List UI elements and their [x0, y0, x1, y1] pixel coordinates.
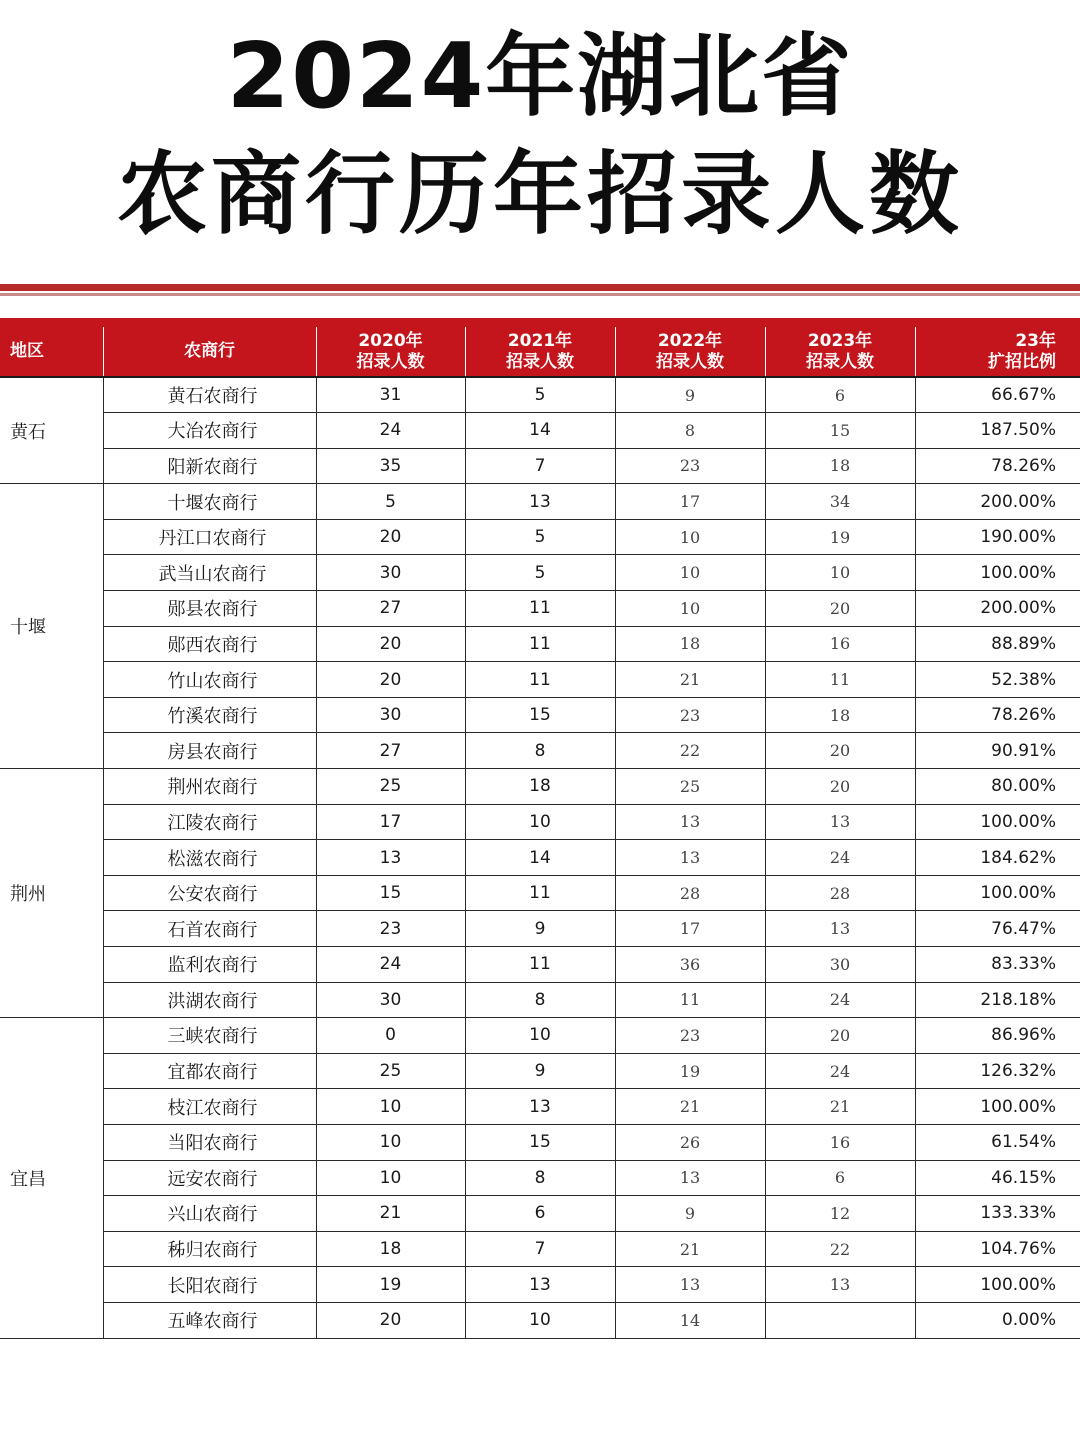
recruits-2023-cell: 30 — [765, 947, 915, 983]
recruits-2023-cell — [765, 1302, 915, 1338]
recruits-2020-cell: 10 — [316, 1160, 465, 1196]
recruits-2021-cell: 14 — [465, 840, 615, 876]
table-row — [0, 1089, 1080, 1125]
table-row — [0, 769, 1080, 805]
recruits-2023-cell: 22 — [765, 1231, 915, 1267]
expansion-ratio-cell: 100.00% — [915, 875, 1080, 911]
recruits-2022-cell: 13 — [615, 1267, 765, 1303]
recruits-2020-cell: 27 — [316, 591, 465, 627]
recruits-2022-cell: 19 — [615, 1053, 765, 1089]
recruits-2021-cell: 10 — [465, 804, 615, 840]
recruits-2021-cell: 11 — [465, 591, 615, 627]
recruits-2021-cell: 5 — [465, 377, 615, 413]
recruits-2022-cell: 25 — [615, 769, 765, 805]
recruits-2020-cell: 10 — [316, 1089, 465, 1125]
recruits-2022-cell: 13 — [615, 1160, 765, 1196]
bank-name-cell: 公安农商行 — [103, 875, 316, 911]
expansion-ratio-cell: 133.33% — [915, 1196, 1080, 1232]
expansion-ratio-cell: 190.00% — [915, 519, 1080, 555]
bank-name-cell: 秭归农商行 — [103, 1231, 316, 1267]
recruits-2022-cell: 18 — [615, 626, 765, 662]
bank-name-cell: 竹溪农商行 — [103, 697, 316, 733]
recruits-2022-cell: 10 — [615, 591, 765, 627]
recruits-2023-cell: 24 — [765, 840, 915, 876]
expansion-ratio-cell: 88.89% — [915, 626, 1080, 662]
recruits-2022-cell: 21 — [615, 662, 765, 698]
expansion-ratio-cell: 187.50% — [915, 413, 1080, 449]
recruits-2020-cell: 10 — [316, 1124, 465, 1160]
recruitment-table — [0, 327, 1080, 1339]
table-header — [0, 327, 1080, 377]
expansion-ratio-cell: 200.00% — [915, 591, 1080, 627]
recruits-2020-cell: 20 — [316, 1302, 465, 1338]
recruits-2020-cell: 24 — [316, 413, 465, 449]
recruits-2022-cell: 36 — [615, 947, 765, 983]
recruits-2020-cell: 13 — [316, 840, 465, 876]
table-row — [0, 555, 1080, 591]
recruits-2021-cell: 11 — [465, 626, 615, 662]
recruits-2021-cell: 14 — [465, 413, 615, 449]
recruits-2022-cell: 10 — [615, 555, 765, 591]
table-row — [0, 1231, 1080, 1267]
table-body — [0, 377, 1080, 1338]
recruits-2022-cell: 23 — [615, 697, 765, 733]
recruits-2020-cell: 15 — [316, 875, 465, 911]
expansion-ratio-cell: 86.96% — [915, 1018, 1080, 1054]
table-row — [0, 1053, 1080, 1089]
table-row — [0, 840, 1080, 876]
recruits-2023-cell: 20 — [765, 769, 915, 805]
recruits-2020-cell: 21 — [316, 1196, 465, 1232]
recruits-2023-cell: 11 — [765, 662, 915, 698]
recruits-2021-cell: 15 — [465, 1124, 615, 1160]
recruits-2023-cell: 6 — [765, 377, 915, 413]
bank-name-cell: 郧西农商行 — [103, 626, 316, 662]
bank-name-cell: 石首农商行 — [103, 911, 316, 947]
recruits-2023-cell: 20 — [765, 591, 915, 627]
table-row — [0, 662, 1080, 698]
recruits-2022-cell: 9 — [615, 377, 765, 413]
bank-name-cell: 三峡农商行 — [103, 1018, 316, 1054]
expansion-ratio-cell: 83.33% — [915, 947, 1080, 983]
table-row — [0, 626, 1080, 662]
expansion-ratio-cell: 184.62% — [915, 840, 1080, 876]
column-header-region: 地区 — [0, 327, 103, 377]
recruits-2022-cell: 28 — [615, 875, 765, 911]
bank-name-cell: 房县农商行 — [103, 733, 316, 769]
bank-name-cell: 阳新农商行 — [103, 448, 316, 484]
bank-name-cell: 武当山农商行 — [103, 555, 316, 591]
recruits-2023-cell: 13 — [765, 911, 915, 947]
bank-name-cell: 丹江口农商行 — [103, 519, 316, 555]
recruits-2021-cell: 9 — [465, 911, 615, 947]
table-row — [0, 697, 1080, 733]
recruits-2023-cell: 18 — [765, 448, 915, 484]
table-row — [0, 982, 1080, 1018]
recruits-2020-cell: 23 — [316, 911, 465, 947]
recruits-2020-cell: 5 — [316, 484, 465, 520]
header-divider-bar — [0, 284, 1080, 291]
expansion-ratio-cell: 126.32% — [915, 1053, 1080, 1089]
bank-name-cell: 监利农商行 — [103, 947, 316, 983]
table-row — [0, 377, 1080, 413]
recruits-2021-cell: 8 — [465, 982, 615, 1018]
recruits-2020-cell: 24 — [316, 947, 465, 983]
recruits-2020-cell: 30 — [316, 982, 465, 1018]
recruits-2021-cell: 6 — [465, 1196, 615, 1232]
recruits-2022-cell: 17 — [615, 911, 765, 947]
bank-name-cell: 宜都农商行 — [103, 1053, 316, 1089]
table-row — [0, 519, 1080, 555]
recruits-2021-cell: 9 — [465, 1053, 615, 1089]
recruits-2023-cell: 20 — [765, 733, 915, 769]
region-cell: 黄石 — [0, 377, 103, 484]
table-row — [0, 1160, 1080, 1196]
header-row — [0, 327, 1080, 377]
table-row — [0, 1018, 1080, 1054]
expansion-ratio-cell: 100.00% — [915, 1089, 1080, 1125]
recruits-2023-cell: 24 — [765, 982, 915, 1018]
recruits-2020-cell: 35 — [316, 448, 465, 484]
recruits-2022-cell: 21 — [615, 1089, 765, 1125]
page-title: 2024年湖北省 — [226, 24, 854, 129]
recruits-2022-cell: 21 — [615, 1231, 765, 1267]
recruits-2022-cell: 8 — [615, 413, 765, 449]
recruits-2020-cell: 30 — [316, 555, 465, 591]
recruits-2021-cell: 5 — [465, 519, 615, 555]
recruits-2023-cell: 28 — [765, 875, 915, 911]
expansion-ratio-cell: 61.54% — [915, 1124, 1080, 1160]
table-row — [0, 1196, 1080, 1232]
bank-name-cell: 五峰农商行 — [103, 1302, 316, 1338]
recruits-2022-cell: 17 — [615, 484, 765, 520]
recruits-2020-cell: 17 — [316, 804, 465, 840]
recruits-2022-cell: 11 — [615, 982, 765, 1018]
column-header-expansion-ratio: 23年 扩招比例 — [915, 327, 1080, 377]
column-header-2020: 2020年 招录人数 — [316, 327, 465, 377]
bank-name-cell: 松滋农商行 — [103, 840, 316, 876]
recruits-2021-cell: 13 — [465, 1089, 615, 1125]
recruits-2020-cell: 31 — [316, 377, 465, 413]
bank-name-cell: 大冶农商行 — [103, 413, 316, 449]
recruits-2023-cell: 13 — [765, 804, 915, 840]
recruits-2023-cell: 20 — [765, 1018, 915, 1054]
recruits-2022-cell: 23 — [615, 1018, 765, 1054]
recruits-2023-cell: 10 — [765, 555, 915, 591]
expansion-ratio-cell: 218.18% — [915, 982, 1080, 1018]
recruits-2021-cell: 13 — [465, 1267, 615, 1303]
recruits-2020-cell: 18 — [316, 1231, 465, 1267]
recruits-2020-cell: 25 — [316, 1053, 465, 1089]
expansion-ratio-cell: 78.26% — [915, 697, 1080, 733]
bank-name-cell: 枝江农商行 — [103, 1089, 316, 1125]
bank-name-cell: 江陵农商行 — [103, 804, 316, 840]
bank-name-cell: 郧县农商行 — [103, 591, 316, 627]
expansion-ratio-cell: 80.00% — [915, 769, 1080, 805]
table-row — [0, 413, 1080, 449]
table-row — [0, 484, 1080, 520]
recruits-2021-cell: 18 — [465, 769, 615, 805]
bank-name-cell: 兴山农商行 — [103, 1196, 316, 1232]
recruits-2023-cell: 16 — [765, 626, 915, 662]
region-cell: 荆州 — [0, 769, 103, 1018]
recruits-2021-cell: 15 — [465, 697, 615, 733]
expansion-ratio-cell: 200.00% — [915, 484, 1080, 520]
recruits-2023-cell: 12 — [765, 1196, 915, 1232]
recruits-2022-cell: 13 — [615, 804, 765, 840]
recruits-2020-cell: 30 — [316, 697, 465, 733]
table-row — [0, 733, 1080, 769]
recruits-2023-cell: 24 — [765, 1053, 915, 1089]
expansion-ratio-cell: 90.91% — [915, 733, 1080, 769]
recruits-2020-cell: 19 — [316, 1267, 465, 1303]
recruits-2020-cell: 0 — [316, 1018, 465, 1054]
expansion-ratio-cell: 46.15% — [915, 1160, 1080, 1196]
recruits-2021-cell: 11 — [465, 947, 615, 983]
bank-name-cell: 竹山农商行 — [103, 662, 316, 698]
recruits-2020-cell: 20 — [316, 519, 465, 555]
recruits-2023-cell: 19 — [765, 519, 915, 555]
recruits-2020-cell: 25 — [316, 769, 465, 805]
recruits-2022-cell: 22 — [615, 733, 765, 769]
expansion-ratio-cell: 104.76% — [915, 1231, 1080, 1267]
expansion-ratio-cell: 52.38% — [915, 662, 1080, 698]
table-row — [0, 911, 1080, 947]
table-row — [0, 1302, 1080, 1338]
recruits-2020-cell: 20 — [316, 662, 465, 698]
recruits-2021-cell: 10 — [465, 1018, 615, 1054]
expansion-ratio-cell: 0.00% — [915, 1302, 1080, 1338]
region-cell: 宜昌 — [0, 1018, 103, 1338]
header-divider-line — [0, 293, 1080, 296]
table-row — [0, 448, 1080, 484]
bank-name-cell: 十堰农商行 — [103, 484, 316, 520]
expansion-ratio-cell: 76.47% — [915, 911, 1080, 947]
recruits-2023-cell: 15 — [765, 413, 915, 449]
bank-name-cell: 黄石农商行 — [103, 377, 316, 413]
region-cell: 十堰 — [0, 484, 103, 769]
bank-name-cell: 荆州农商行 — [103, 769, 316, 805]
table-row — [0, 875, 1080, 911]
recruits-2022-cell: 9 — [615, 1196, 765, 1232]
recruits-2023-cell: 6 — [765, 1160, 915, 1196]
recruits-2022-cell: 14 — [615, 1302, 765, 1338]
recruits-2022-cell: 23 — [615, 448, 765, 484]
recruits-2023-cell: 21 — [765, 1089, 915, 1125]
recruits-2021-cell: 11 — [465, 662, 615, 698]
recruits-2021-cell: 11 — [465, 875, 615, 911]
recruits-2023-cell: 34 — [765, 484, 915, 520]
table-row — [0, 1124, 1080, 1160]
recruits-2022-cell: 26 — [615, 1124, 765, 1160]
bank-name-cell: 当阳农商行 — [103, 1124, 316, 1160]
recruits-2023-cell: 16 — [765, 1124, 915, 1160]
column-header-2022: 2022年 招录人数 — [615, 327, 765, 377]
bank-name-cell: 远安农商行 — [103, 1160, 316, 1196]
table-row — [0, 1267, 1080, 1303]
recruits-2021-cell: 8 — [465, 733, 615, 769]
expansion-ratio-cell: 100.00% — [915, 804, 1080, 840]
recruits-2023-cell: 13 — [765, 1267, 915, 1303]
page-subtitle: 农商行历年招录人数 — [117, 142, 963, 247]
expansion-ratio-cell: 66.67% — [915, 377, 1080, 413]
recruits-2021-cell: 7 — [465, 1231, 615, 1267]
column-header-2023: 2023年 招录人数 — [765, 327, 915, 377]
recruits-2023-cell: 18 — [765, 697, 915, 733]
bank-name-cell: 洪湖农商行 — [103, 982, 316, 1018]
recruits-2022-cell: 13 — [615, 840, 765, 876]
recruits-2021-cell: 10 — [465, 1302, 615, 1338]
recruits-2020-cell: 27 — [316, 733, 465, 769]
expansion-ratio-cell: 78.26% — [915, 448, 1080, 484]
column-header-2021: 2021年 招录人数 — [465, 327, 615, 377]
table-row — [0, 947, 1080, 983]
recruits-2021-cell: 7 — [465, 448, 615, 484]
recruits-2022-cell: 10 — [615, 519, 765, 555]
column-header-bank: 农商行 — [103, 327, 316, 377]
recruits-2021-cell: 5 — [465, 555, 615, 591]
table-row — [0, 591, 1080, 627]
recruits-2021-cell: 13 — [465, 484, 615, 520]
recruits-2020-cell: 20 — [316, 626, 465, 662]
expansion-ratio-cell: 100.00% — [915, 1267, 1080, 1303]
bank-name-cell: 长阳农商行 — [103, 1267, 316, 1303]
recruits-2021-cell: 8 — [465, 1160, 615, 1196]
expansion-ratio-cell: 100.00% — [915, 555, 1080, 591]
table-row — [0, 804, 1080, 840]
